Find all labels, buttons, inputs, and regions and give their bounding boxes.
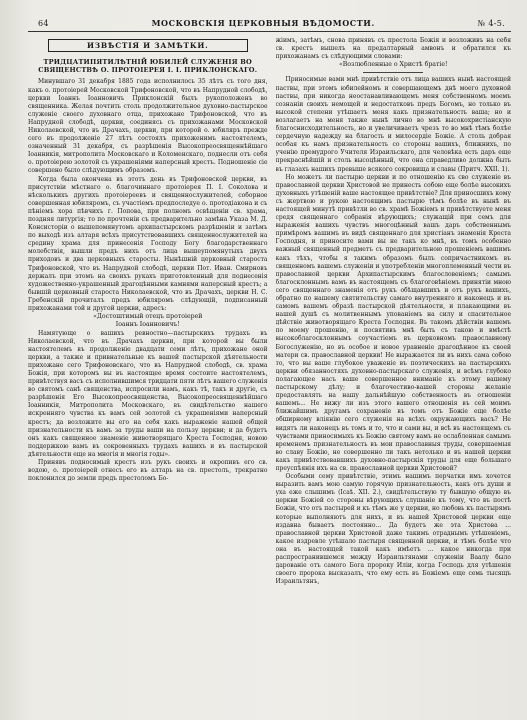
page-number: 64 [38, 19, 49, 28]
running-header [28, 18, 511, 32]
right-paragraph-1: жіимъ, затѣмъ, снова принявъ съ престола Божія и возложивъ на себя св. крестъ вышелъ на предалтарный амвонъ и обратился къ прихожанамъ съ слѣдующими словами: [275, 37, 511, 61]
right-paragraph-3: Но можетъ ли пастырю церкви и по отношенію къ сво служеніе въ православной церкви Христовой не принесть собою еще болѣе высокихъ духовныхъ утѣшеній ваше настоящее привѣтствіе? Для приносшихъ кому съ жертвою и рукою настоящимъ пастырю тѣмъ болѣе въ нынѣ въ настоящей минутѣ привѣтли во св. храмѣ Божіемъ и привѣтствуете меня средя священнаго собранія вѣрующихъ; служащій при семъ для выраженія вашихъ чувствъ многоцѣнный вашъ даръ собственнымъ примѣромъ вашимъ въ видѣ священнаго для христіанъ знаменія Креста Господня, и приносите вами вы не такъ ко мнѣ, въ томъ особенно важный священный предметъ съ предварительною прошеніемъ вашимъ какъ тѣхъ, чтобы я такимъ образомъ былъ сопричастникомъ въ священномъ вашемъ служеніи и употребленіи многоплеменный чести въ православной церкви Архипастырскимъ благословеніемъ; самымъ благосклоннымъ вамъ въ настоящемъ съ благоговѣніемъ принятіи мною сего священнаго знаменія отъ рукъ обѣщавшихъ и отъ рукъ вашихъ, обратно по нашему святительству самаго внутренняго и наконецъ и въ самомъ вашемъ образѣ пастырской дѣятельности, и плакающими въ нашей душѣ съ молитвеннымъ упованіемъ на силу и спасительное дѣйствіе животворящаго Креста Господня. Въ такомъ дѣйствіи вашемъ по моему прошенію, и посвятивъ мнѣ быть съ такою и вмѣстѣ высокоблагосклоннымъ соучастіемъ въ церковномъ православному Богослуженію, но въ особое и новое уравненіе драгоцѣнное къ своей матери св. православной церкви! Не выражается ли въ нихъ сама собою то, что вы ваше глубокое уваженіе въ поэтическихъ на пастырскихъ церкви обязанностяхъ духовно-пастырскаго служенія, и всѣмъ глубоко полагающее насъ ваше совершенное вниманіе къ этому вашему пастырскому дѣлу; и благочестиво-вашей стороны желаніе предоставлять на нашу дальнѣйшую собственность въ отношеніи вашемъ... Не вижу ли изъ этого вашего отношенія въ сей моимъ ближайшимъ другамъ сохраненіе въ томъ отъ Божіе еще болѣе обширному вліянію сего служенія на всѣхъ окружающихъ васъ? Не видятъ ли наконецъ въ томъ и то, что и сами вы, и всѣ въ настоящемъ съ чувствами приносимыхъ къ Божію святому вамъ не ослабленная самымъ временемъ признательность въ мои православныя труды, совершаемыя во славу Божію, не совершенно ли такъ нетолько и въ нашей церкви какъ привѣтствовавшихъ духовно-пастырскія труды для еще большаго преуспѣянія ихъ на св. православной церкви Христовой? [275, 173, 511, 472]
article-paragraph-4: Принявъ подносимый крестъ изъ рукъ своихъ и окропивъ его св. водою, о. протоіерей отнесъ его въ алтарь на св. престолъ, трекратно поклонился до земли предъ престоломъ Бо- [28, 459, 268, 483]
section-heading: ИЗВѢСТІЯ И ЗАМѢТКИ. [48, 39, 248, 52]
speech-salutation: «Возлюбленные о Христѣ братіе! [338, 61, 448, 69]
right-paragraph-4: Особыми сему привѣтствіе, этимъ нашимъ перчатки имъ хочется выразить вамъ мою самую горячую признательность, какъ отъ души и уха еже слышимъ (Ісаѣ. XII. 2.), свидѣтельствую ту бывшую общую въ церкви Божіей со стороны вѣрующихъ слушаніе къ тому, что въ постѣ Божіи, что отъ пастырей и къ тѣмъ же у церкви, но любовь къ пастырямъ которые выполняютъ для нихъ, и въ нашей Христовой церкви еще издавна бываетъ постоянно... Да будетъ же эта Христова ... православной церкви Христовой даже такимъ отраднымъ утѣшеніемъ, какое издревле утѣшало пастыря священной церкви, и тѣмъ болѣе что она въ настоящей такой какъ имѣетъ ... какое никогда при распространившемся между Израильтянами служеніи Ваалу было дарованіе отъ самого Бога пророку Иліи, когда Господь для утѣшенія своего пророка высказалъ, что ему есть въ Божіемъ еще семь тысящъ Израильтянъ, [275, 473, 511, 586]
address-salutation: «Достоштимый отецъ протоіерей [93, 313, 203, 321]
divider [363, 72, 423, 73]
article-paragraph-1: Минувшаго 31 декабря 1885 года исполнилось 35 лѣтъ съ того дня, какъ о. протоіерей Московской Трифоновской, что въ Напрудной слободѣ, церкви Іоаннъ Іоанновичъ Приклонскій былъ рукоположенъ во священника. Желая почтить столь продолжительное духовно-пастырское служеніе своего духовнаго отца, прихожане Трифоновской, что въ Напрудной слободѣ, церкви, соединясь съ прихожанами Московской Николаевской, что въ Драчахъ, церкви, при которой о. юбиляръ прежде сего въ продолженіе 27 лѣтъ состоялъ прихоженимъ настоятелемъ, означенный 31 декабря, съ разрѣшенія Высокопреосвященнѣйшаго Іоанникія, митрополита Московскаго и Коломенскаго, поднесли отъ себя о. протоіерею золотой съ украшеніями наперсный крестъ. Подношеніе сіе совершено было слѣдующимъ образомъ. [28, 78, 268, 175]
right-paragraph-2: Приносимые вами мнѣ привѣтствіе отъ лица вашихъ нынѣ настоящей паствы, при этомъ юбилейномъ и совершающемъ днѣ моего духовной паствы, при никогда неостанавливающемъ меня собственномъ моемъ сознаніи своихъ немощей и недостатковъ предъ Богомъ, но только въ высокой степени утѣшаетъ меня какъ признательность ваша; но и возлагаетъ на меня также нынѣ лично во мнѣ высокохристіанскую благоснисходительность, но и увеличиваетъ чрезъ то во мнѣ тѣмъ болѣе сердечную надежду на благость и милосердіе Божіе. А столь добрая особая къ намъ признательность со стороны вашихъ, ближнихъ, по ученію премудрого Учителя Израильскаго, для человѣка есть даръ еще прекраснѣйшій и столь высоцѣнный, что она справедливо должна быть въ глазахъ нашихъ превыше всякого сокровища и славы (Притч. XXII. 1). [275, 76, 511, 173]
article-title: ТРИДЦАТИПЯТИЛѢТНІЙ ЮБИЛЕЙ СЛУЖЕНІЯ ВО СВЯЩЕНСТВѢ О. ПРОТОІЕРЕЯ І. І. ПРИКЛОНСКАГО. [38, 58, 258, 75]
article-paragraph-2: Когда была окончена въ этотъ день въ Трифоновской церкви, въ присутствіи мѣстнаго о. благочиннаго протоіерея П. І. Соколова и нѣсколькихъ другихъ протоіереевъ и священнослужителей, соборное совершенная юбиляромъ, съ участіемъ предпоследуе о. протодіакона и съ пѣніемъ хора пѣвчихъ г. Попова, при полномъ освѣщеніи св. храма, поздняя литургія; то по прочтеніи съ предварительно замѣна Указа М. Д. Консисторіи о вышепомянутомъ архипастырскомъ разрѣшеніи и затѣмъ по выходѣ изъ алтаря всѣхъ присутствовавшихъ священнослужителей на средину храма для принесенія Господу Богу благодарственнаго молебствія, вышли предъ нихъ отъ лица вышеупомянутыхъ двухъ приходовъ и два церковныхъ старосты. Нынѣшній церковный староста Трифоновской, что въ Напрудной слободѣ, церкви Пот. Иван. Смирновъ держалъ при этомъ на своихъ рукахъ приготовленный для поднесенія художественно-украшенный драгоцѣнными камнями наперсный крестъ; а бывшій церковный староста Николаевской, что въ Драчахъ, церкви Н. С. Гребенскій прочиталъ предъ юбиляромъ слѣдующій, подписанный прихожанами той и другой церкви, адресъ: [28, 175, 268, 313]
left-column [28, 37, 268, 713]
address-name: Іоаннъ Іоанновичъ! [115, 321, 180, 329]
issue-number: № 4-5. [477, 19, 505, 28]
right-column [276, 37, 512, 713]
publication-title: МОСКОВСКІЯ ЦЕРКОВНЫЯ ВѢДОМОСТИ. [151, 18, 375, 28]
columns [28, 37, 511, 713]
article-paragraph-3: Намятующе о вашихъ ревностно—пастырскихъ трудахъ въ Николаевской, что въ Драчахъ церкви, при которой вы были настоятелемъ въ продолженіе двадцати семи лѣтъ, прихожане оной церкви, а также и привнательные къ вашей пастырской дѣятельности прихожане сего Трифоновскаго, что въ Напрудной слободѣ, св. храма Божія, при которомъ вы въ настоящее время состоите настоятелемъ, привѣтствуя васъ съ исполнившимся тридцати пяти лѣтъ вашего служенія во святомъ санѣ священства, испросили намъ, какъ тѣ, такъ и другіе, съ разрѣшенія Его Высокопреосвященства, Высокопреосвященнѣйшаго Іоанникія, Митрополита Московскаго, въ свидѣтельство нашего искренняго чувства къ вамъ сей золотой съ украшеніями наперсный крестъ; да возложите вы его на себя какъ выраженіе нашей общей признательности къ вамъ за труды ваши на пользу церкви; и да будетъ онъ какъ священное знаменіе животворящаго Креста Господня, новою поддержкою вамъ въ сокровенныхъ трудахъ вашихъ и въ пастырской дѣятельности еще на многія и многія годы». [28, 329, 268, 458]
